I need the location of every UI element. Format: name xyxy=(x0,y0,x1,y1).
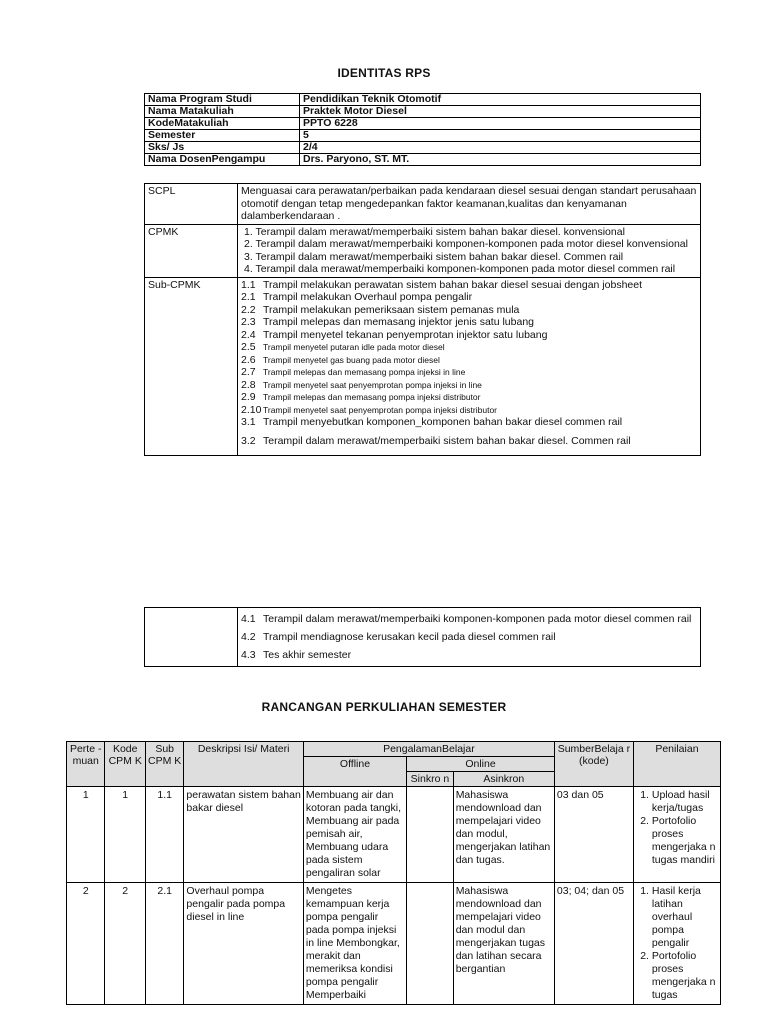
identity-key: Nama Matakuliah xyxy=(145,106,300,118)
cpmk-item: 3. Terampil dalam merawat/memperbaiki sistem bahan bakar diesel. Commen rail xyxy=(244,250,624,263)
cell-asinkron: Mahasiswa mendownload dan mempelajari video dan modul, mengerjakan latihan dan tugas. xyxy=(453,787,554,883)
subcpmk-list xyxy=(238,277,701,456)
table-row xyxy=(145,94,701,106)
subcpmk-item: 1.1 Trampil melakukan perawatan sistem bahan bakar diesel sesuai dengan jobsheet xyxy=(241,278,642,291)
cell-penilaian xyxy=(633,883,720,1005)
cpl-table xyxy=(144,183,701,456)
penilaian-item: 1. Hasil kerja latihan overhaul pompa pengalir xyxy=(652,885,718,950)
identity-key: KodeMatakuliah xyxy=(145,118,300,130)
cell-asinkron: Mahasiswa mendownload dan mempelajari video dan modul dan mengerjakan tugas dan latihan secara bergantian xyxy=(453,883,554,1005)
subcpmk-item: 2.4 Trampil menyetel tekanan penyemprotan injektor satu lubang xyxy=(241,328,548,341)
cell-kode: 2 xyxy=(105,883,145,1005)
rps-table xyxy=(66,741,721,1005)
cell-sinkron xyxy=(407,883,454,1005)
identity-value: 2/4 xyxy=(300,142,701,154)
cpmk-item: 1. Terampil dalam merawat/memperbaiki sistem bahan bakar diesel. konvensional xyxy=(244,225,625,238)
cell-offline: Membuang air dan kotoran pada tangki, Membuang air pada pemisah air, Membuang udara pada sistem pengaliran solar xyxy=(303,787,406,883)
header-pertemuan: Perte - muan xyxy=(67,742,105,787)
header-sumber: SumberBelaja r (kode) xyxy=(554,742,633,787)
cpmk-item: 2. Terampil dalam merawat/memperbaiki komponen-komponen pada motor diesel konvensional xyxy=(244,238,688,250)
identity-value: Pendidikan Teknik Otomotif xyxy=(300,94,701,106)
identity-value: PPTO 6228 xyxy=(300,118,701,130)
subcpmk-item: 2.1 Trampil melakukan Overhaul pompa pengalir xyxy=(241,291,473,303)
identity-value: 5 xyxy=(300,130,701,142)
header-deskripsi: Deskripsi Isi/ Materi xyxy=(184,742,303,787)
cell-pertemuan: 1 xyxy=(67,787,105,883)
subcpmk-item: 4.2 Trampil mendiagnose kerusakan kecil pada diesel commen rail xyxy=(241,631,556,643)
subcpmk-item: 2.6 Trampil menyetel gas buang pada motor diesel xyxy=(241,353,440,366)
table-row xyxy=(145,130,701,142)
table-row xyxy=(67,883,721,1005)
table-row xyxy=(145,154,701,166)
subcpmk-continued-table xyxy=(144,607,701,667)
identity-value: Praktek Motor Diesel xyxy=(300,106,701,118)
scpl-label: SCPL xyxy=(145,184,238,225)
subcpmk-label: Sub-CPMK xyxy=(145,277,238,456)
cell-sumber: 03; 04; dan 05 xyxy=(554,883,633,1005)
subcpmk-item: 3.2 Terampil dalam merawat/memperbaiki sistem bahan bakar diesel. Commen rail xyxy=(241,434,631,447)
cell-penilaian xyxy=(633,787,720,883)
table-row xyxy=(145,277,701,456)
subcpmk-continued-list xyxy=(238,608,701,667)
cell-sinkron xyxy=(407,787,454,883)
table-row xyxy=(145,224,701,277)
cell-deskripsi: Overhaul pompa pengalir pada pompa diesel in line xyxy=(184,883,303,1005)
subcpmk-item: 2.2 Trampil melakukan pemeriksaan sistem pemanas mula xyxy=(241,303,520,316)
subcpmk-item: 4.1 Terampil dalam merawat/memperbaiki komponen-komponen pada motor diesel commen rail xyxy=(241,613,692,625)
cell-sub: 2.1 xyxy=(145,883,183,1005)
identity-key: Sks/ Js xyxy=(145,142,300,154)
cell-sumber: 03 dan 05 xyxy=(554,787,633,883)
cpmk-list xyxy=(238,224,701,277)
header-sub-cpmk: Sub CPM K xyxy=(145,742,183,787)
header-offline: Offline xyxy=(303,757,406,787)
page-title: IDENTITAS RPS xyxy=(337,66,431,80)
subcpmk-item: 2.7 Trampil melepas dan memasang pompa injeksi in line xyxy=(241,366,466,378)
identity-key: Nama DosenPengampu xyxy=(145,154,300,166)
penilaian-item: 2. Portofolio proses mengerjaka n tugas mandiri xyxy=(652,815,718,867)
identity-table xyxy=(144,93,701,166)
table-row xyxy=(145,142,701,154)
penilaian-item: 2. Portofolio proses mengerjaka n tugas xyxy=(652,950,718,1002)
subcpmk-item: 3.1 Trampil menyebutkan komponen_komponen bahan bakar diesel commen rail xyxy=(241,416,623,428)
cell-pertemuan: 2 xyxy=(67,883,105,1005)
identity-value: Drs. Paryono, ST. MT. xyxy=(300,154,701,166)
table-row xyxy=(67,787,721,883)
subcpmk-item: 2.10 Trampil menyetel saat penyemprotan pompa injeksi distributor xyxy=(241,403,498,416)
cell-sub: 1.1 xyxy=(145,787,183,883)
subcpmk-item: 2.8 Trampil menyetel saat penyemprotan pompa injeksi in line xyxy=(241,378,482,391)
subcpmk-item: 2.5 Trampil menyetel putaran idle pada motor diesel xyxy=(241,341,445,353)
penilaian-item: 1. Upload hasil kerja/tugas xyxy=(652,789,718,815)
scpl-text: Menguasai cara perawatan/perbaikan pada kendaraan diesel sesuai dengan standart perusahaan otomotif dengan tetap mengedepankan faktor keamanan,kualitas dan kenyamanan dalamberkendaraan . xyxy=(238,184,701,225)
subcpmk-item: 2.3 Trampil melepas dan memasang injektor jenis satu lubang xyxy=(241,316,535,328)
rps-title: RANCANGAN PERKULIAHAN SEMESTER xyxy=(261,700,507,714)
identity-key: Nama Program Studi xyxy=(145,94,300,106)
table-row xyxy=(145,608,701,667)
cpmk-item: 4. Terampil dala merawat/memperbaiki komponen-komponen pada motor diesel commen rail xyxy=(244,263,676,275)
cell-kode: 1 xyxy=(105,787,145,883)
header-pengalaman: PengalamanBelajar xyxy=(303,742,554,757)
header-sinkron: Sinkro n xyxy=(407,772,454,787)
header-kode-cpmk: Kode CPM K xyxy=(105,742,145,787)
subcpmk-item: 4.3 Tes akhir semester xyxy=(241,649,352,661)
cpmk-label: CPMK xyxy=(145,224,238,277)
header-penilaian: Penilaian xyxy=(633,742,720,787)
header-asinkron: Asinkron xyxy=(453,772,554,787)
subcpmk-item: 2.9 Trampil melepas dan memasang pompa injeksi distributor xyxy=(241,391,481,403)
table-header-row xyxy=(67,742,721,757)
cell-deskripsi: perawatan sistem bahan bakar diesel xyxy=(184,787,303,883)
table-row xyxy=(145,118,701,130)
table-row xyxy=(145,106,701,118)
header-online: Online xyxy=(407,757,555,772)
cell-offline: Mengetes kemampuan kerja pompa pengalir pada pompa injeksi in line Membongkar, merakit dan memeriksa kondisi pompa pengalir Memperbaiki xyxy=(303,883,406,1005)
identity-key: Semester xyxy=(145,130,300,142)
table-row xyxy=(145,184,701,225)
